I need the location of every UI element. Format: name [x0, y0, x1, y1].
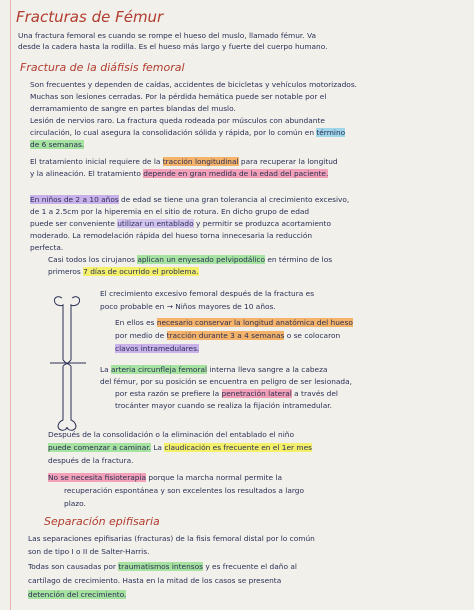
s2-line-5 — [115, 344, 199, 353]
highlight-6-semanas: de 6 semanas. — [30, 140, 85, 149]
s2-line-4 — [115, 331, 340, 340]
highlight-penetracion-lateral: penetración lateral — [221, 389, 292, 398]
s1-line-8 — [30, 169, 328, 178]
s1-line-1: Son frecuentes y dependen de caídas, accidentes de bicicletas y vehículos motorizados. — [30, 80, 358, 89]
s2-line-8 — [115, 389, 338, 398]
s2-line-4-text: por medio de — [115, 331, 167, 340]
s1-line-15 — [48, 267, 199, 276]
s3-line-3 — [28, 562, 297, 571]
s2-line-10: Después de la consolidación o la eliminación del entablado el niño — [48, 430, 294, 439]
highlight-detencion: detención del crecimiento. — [28, 590, 127, 599]
s2-line-13 — [48, 473, 282, 482]
s1-line-10: de 1 a 2.5cm por la hiperemia en el sitio de rotura. En dicho grupo de edad — [30, 207, 310, 216]
s3-line-5 — [28, 590, 126, 599]
highlight-enyesado: aplican un enyesado pelvipodálico — [137, 255, 265, 264]
section-title-diafisis: Fractura de la diáfisis femoral — [20, 61, 185, 74]
s1-line-5-text: circulación, lo cual asegura la consolidación sólida y rápida, por lo común en — [30, 128, 317, 137]
s1-line-8-text: y la alineación. El tratamiento — [30, 169, 144, 178]
s1-line-7 — [30, 157, 338, 166]
highlight-longitud-anatomica: necesario conservar la longitud anatómica del hueso — [156, 318, 353, 327]
highlight-traccion-semanas: tracción durante 3 a 4 semanas — [166, 331, 285, 340]
femur-fracture-sketch-icon — [48, 290, 88, 435]
s1-line-14-tail: en término de los — [265, 255, 333, 264]
s2-line-8-text: por esta razón se prefiere la — [115, 389, 222, 398]
s2-line-9: trocánter mayor cuando se realiza la fijación intramedular. — [115, 401, 332, 410]
s2-line-15: plazo. — [64, 499, 86, 508]
s2-line-14: recuperación espontánea y son excelentes los resultados a largo — [64, 486, 305, 495]
s2-line-2 — [100, 302, 276, 311]
s1-line-13: perfecta. — [30, 243, 64, 252]
s3-line-4: cartílago de crecimiento. Hasta en la mitad de los casos se presenta — [28, 576, 282, 585]
s1-line-7-text: El tratamiento inicial requiere de la — [30, 157, 163, 166]
s2-line-4-tail: o se colocaron — [284, 331, 341, 340]
highlight-termino: término — [316, 128, 346, 137]
highlight-clavos: clavos intramedulares. — [115, 344, 200, 353]
highlight-fisioterapia: No se necesita fisioterapia — [48, 473, 147, 482]
s2-line-3-text: En ellos es — [115, 318, 157, 327]
s1-line-9-tail: de edad se tiene una gran tolerancia al crecimiento excesivo, — [118, 195, 350, 204]
s2-line-11-mid: La — [150, 443, 165, 452]
s1-line-7-tail: para recuperar la longitud — [238, 157, 338, 166]
highlight-traumatismos: traumatismos intensos — [118, 562, 203, 571]
s2-line-3 — [115, 318, 353, 327]
highlight-caminar: puede comenzar a caminar. — [48, 443, 151, 452]
margin-line — [10, 0, 11, 610]
highlight-edad-paciente: depende en gran medida de la edad del paciente. — [143, 169, 329, 178]
highlight-arteria: arteria circunfleja femoral — [111, 365, 208, 374]
s1-line-2: Muchas son lesiones cerradas. Por la pérdida hemática puede ser notable por el — [30, 92, 327, 101]
s2-line-12: después de la fractura. — [48, 456, 134, 465]
s1-line-12: moderado. La remodelación rápida del hueso torna innecesaria la reducción — [30, 231, 313, 240]
s1-line-9 — [30, 195, 349, 204]
s1-line-11 — [30, 219, 331, 228]
ninos-mayores-10: → Niños mayores de 10 años. — [166, 302, 276, 311]
section-title-separacion: Separación epifisaria — [44, 515, 160, 528]
s1-line-6 — [30, 140, 84, 149]
highlight-7-dias: 7 días de ocurrido el problema. — [83, 267, 199, 276]
s1-line-11-text: puede ser conveniente — [30, 219, 118, 228]
s2-line-11 — [48, 443, 312, 452]
s2-line-7: del fémur, por su posición se encuentra en peligro de ser lesionada, — [100, 377, 352, 386]
s3-line-2: son de tipo I o II de Salter-Harris. — [28, 547, 150, 556]
highlight-claudicacion: claudicación es frecuente en el 1er mes — [164, 443, 312, 452]
highlight-ninos-2-10: En niños de 2 a 10 años — [30, 195, 119, 204]
s2-line-6-tail: interna lleva sangre a la cabeza — [207, 365, 328, 374]
s1-line-5 — [30, 128, 345, 137]
intro-line-2: desde la cadera hasta la rodilla. Es el hueso más largo y fuerte del cuerpo humano. — [18, 42, 328, 51]
s2-line-2-text: poco probable en — [100, 302, 167, 311]
highlight-traccion-longitudinal: tracción longitudinal — [162, 157, 239, 166]
s3-line-1: Las separaciones epifisarias (fracturas) de la fisis femoral distal por lo común — [28, 534, 315, 543]
s1-line-15-text: primeros — [48, 267, 84, 276]
page-title: Fracturas de Fémur — [16, 8, 164, 26]
s2-line-13-tail: porque la marcha normal permite la — [146, 473, 282, 482]
highlight-entablado: utilizar un entablado — [117, 219, 194, 228]
s3-line-3-tail: y es frecuente el daño al — [202, 562, 297, 571]
s1-line-4: Lesión de nervios raro. La fractura queda rodeada por músculos con abundante — [30, 116, 325, 125]
s2-line-1: El crecimiento excesivo femoral después de la fractura es — [100, 289, 315, 298]
s2-line-6 — [100, 365, 328, 374]
s1-line-3: derramamiento de sangre en partes blandas del muslo. — [30, 104, 236, 113]
intro-line-1: Una fractura femoral es cuando se rompe el hueso del muslo, llamado fémur. Va — [18, 31, 317, 40]
s2-line-8-tail: a través del — [291, 389, 338, 398]
s1-line-14-text: Casi todos los cirujanos — [48, 255, 138, 264]
s1-line-11-tail: y permitir se produzca acortamiento — [193, 219, 331, 228]
s1-line-14 — [48, 255, 332, 264]
s2-line-6-text: La — [100, 365, 111, 374]
s3-line-3-text: Todas son causadas por — [28, 562, 119, 571]
